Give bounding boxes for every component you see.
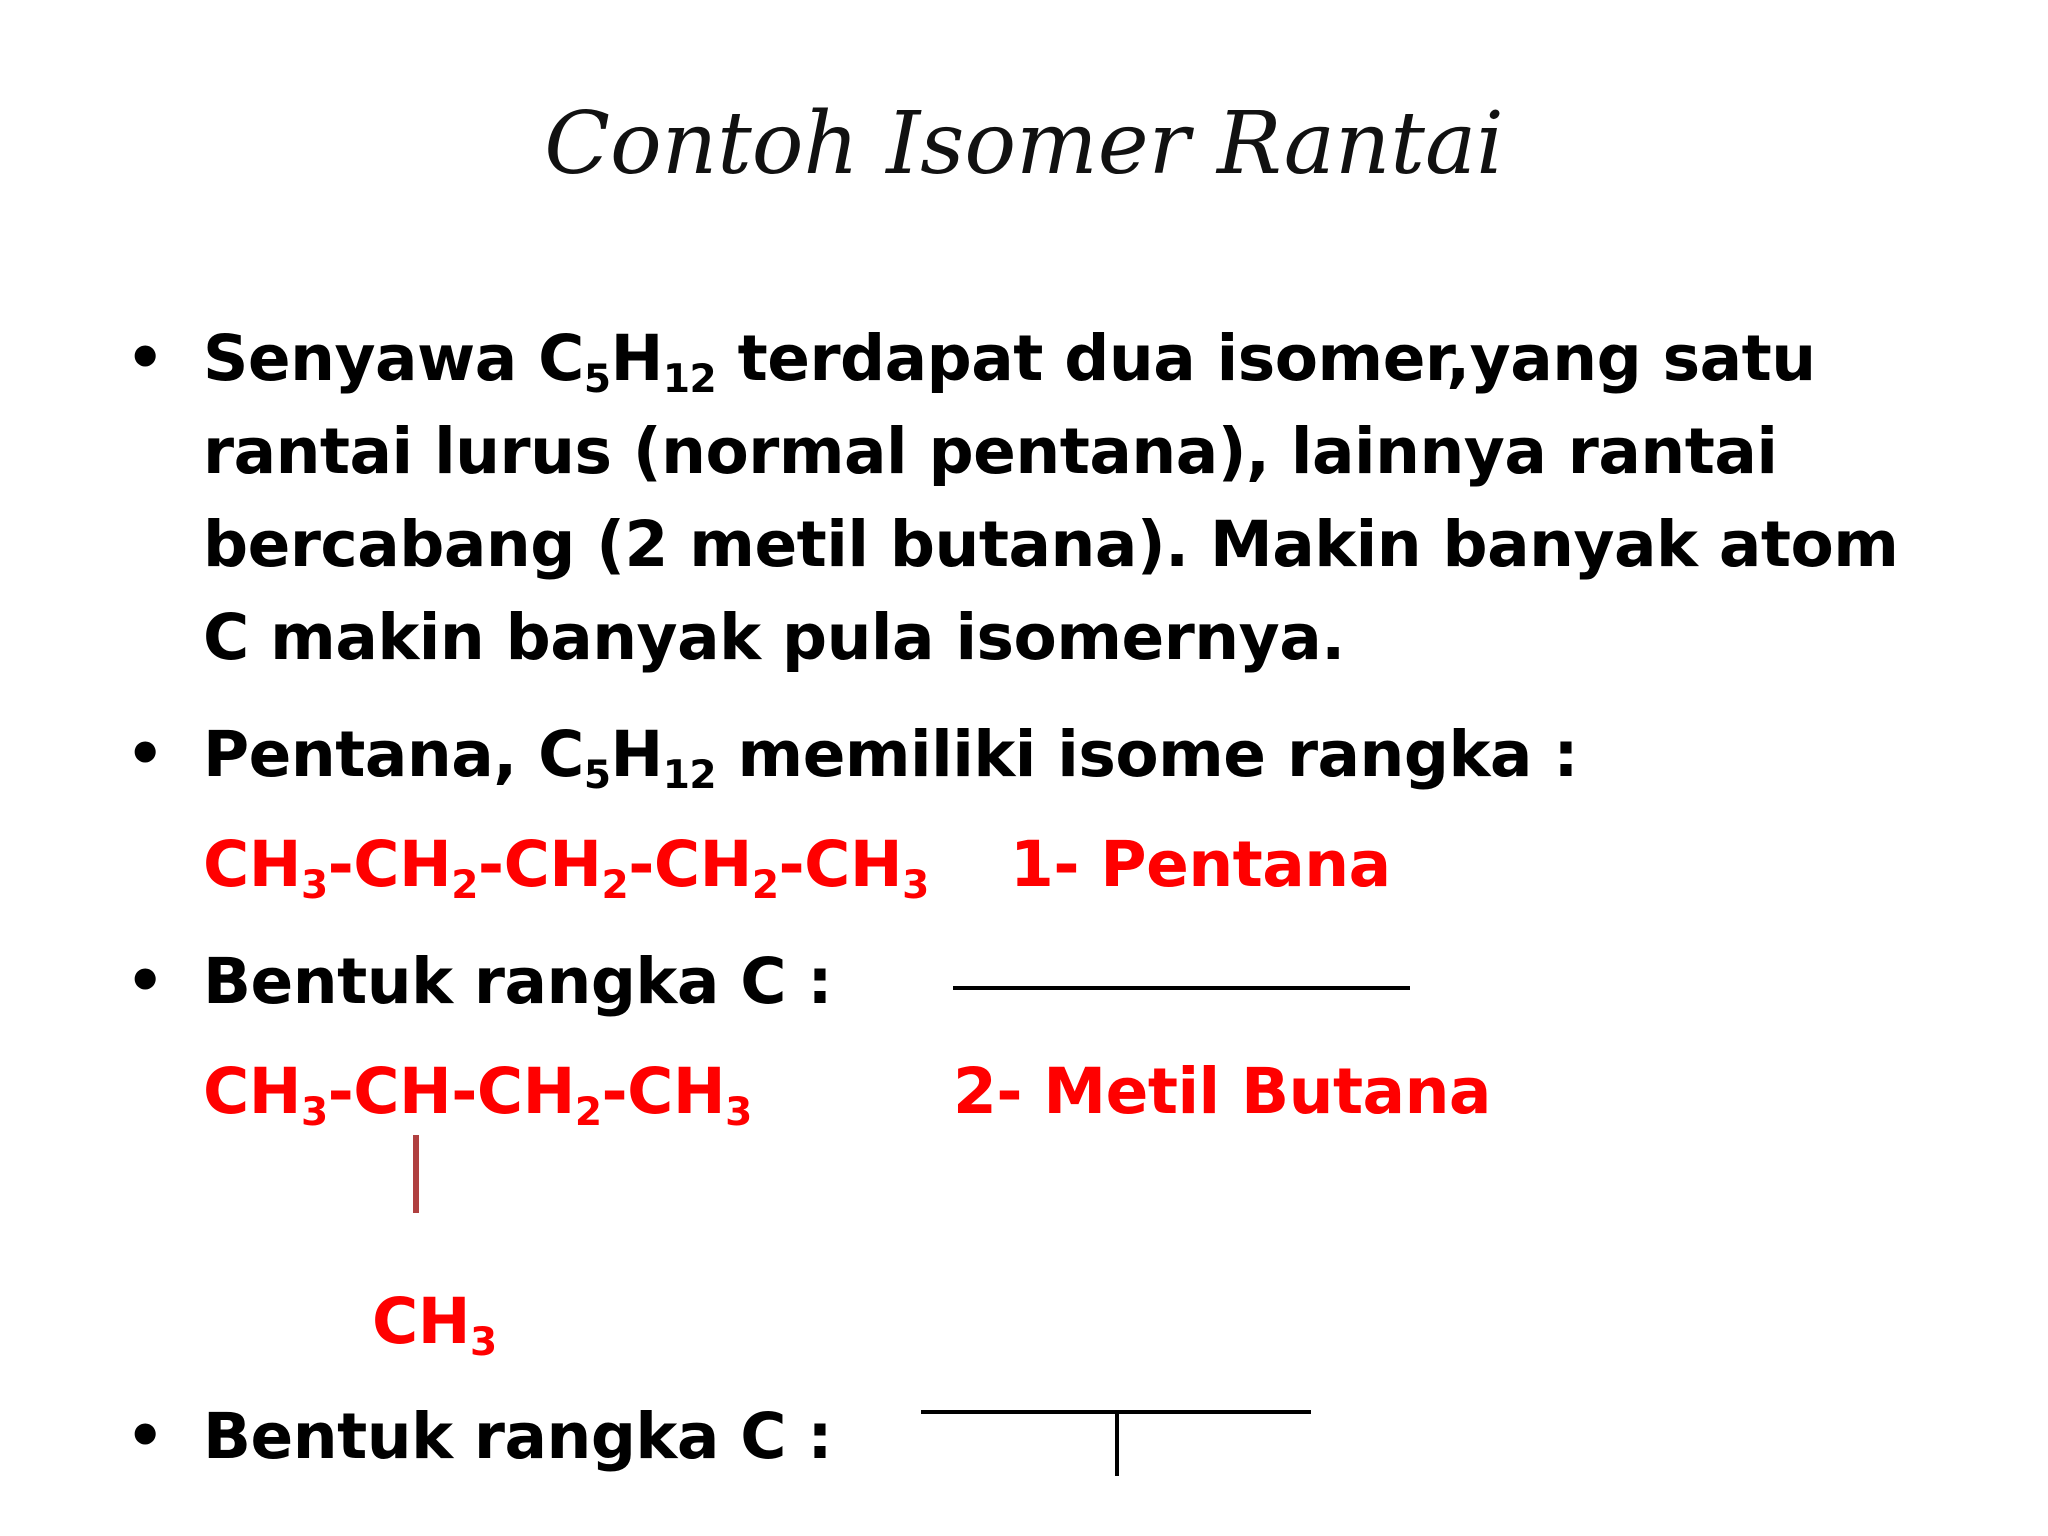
bullet-1-line-2: rantai lurus (normal pentana), lainnya rantai bbox=[203, 415, 1778, 488]
subscript: 3 bbox=[902, 863, 929, 909]
formula-metil-butana bbox=[203, 1045, 752, 1138]
skeleton-branch bbox=[1115, 1412, 1119, 1476]
subscript: 2 bbox=[601, 863, 629, 909]
formula-part: -CH bbox=[477, 828, 602, 901]
formula-part: CH bbox=[203, 828, 301, 901]
subscript: 2 bbox=[751, 863, 779, 909]
bullet-2-line bbox=[203, 708, 1578, 801]
subscript: 2 bbox=[574, 1090, 602, 1136]
text-rest: memiliki isome rangka : bbox=[716, 718, 1579, 791]
text-h: H bbox=[610, 322, 663, 395]
formula-part: -CH bbox=[327, 828, 452, 901]
subscript: 12 bbox=[662, 357, 717, 403]
formula-metil-butana-name: 2- Metil Butana bbox=[953, 1055, 1491, 1128]
formula-part: -CH-CH bbox=[327, 1055, 575, 1128]
text-rest: terdapat dua isomer,yang satu bbox=[716, 322, 1816, 395]
bullet-dot: • bbox=[126, 1401, 165, 1471]
formula-part: -CH bbox=[601, 1055, 726, 1128]
subscript: 3 bbox=[300, 863, 328, 909]
subscript: 2 bbox=[451, 863, 478, 909]
slide-title: Contoh Isomer Rantai bbox=[544, 94, 1504, 194]
bullet-dot: • bbox=[126, 323, 165, 393]
formula-part: -CH bbox=[778, 828, 903, 901]
bullet-dot: • bbox=[126, 946, 165, 1016]
formula-part: -CH bbox=[628, 828, 752, 901]
bullet-1-line-4: C makin banyak pula isomernya. bbox=[203, 601, 1345, 674]
subscript: 3 bbox=[725, 1090, 752, 1136]
subscript: 5 bbox=[583, 357, 611, 403]
bullet-dot: • bbox=[126, 719, 165, 789]
bullet-1-line-3: bercabang (2 metil butana). Makin banyak atom bbox=[203, 508, 1899, 581]
branch-methyl bbox=[372, 1275, 497, 1368]
subscript: 3 bbox=[300, 1090, 328, 1136]
text-senyawa: Senyawa C bbox=[203, 322, 584, 395]
branch-bond bbox=[413, 1135, 419, 1213]
text-h: H bbox=[610, 718, 663, 791]
formula-pentana bbox=[203, 818, 929, 911]
formula-part: CH bbox=[372, 1285, 470, 1358]
text-pentana: Pentana, C bbox=[203, 718, 584, 791]
bullet-1-line-1 bbox=[203, 312, 1816, 405]
subscript: 5 bbox=[583, 753, 611, 799]
bullet-3-line: Bentuk rangka C : bbox=[203, 945, 833, 1018]
subscript: 3 bbox=[469, 1320, 497, 1366]
formula-pentana-name: 1- Pentana bbox=[1010, 828, 1391, 901]
skeleton-straight-chain bbox=[953, 986, 1410, 990]
subscript: 12 bbox=[662, 753, 717, 799]
formula-part: CH bbox=[203, 1055, 301, 1128]
bullet-4-line: Bentuk rangka C : bbox=[203, 1400, 833, 1473]
